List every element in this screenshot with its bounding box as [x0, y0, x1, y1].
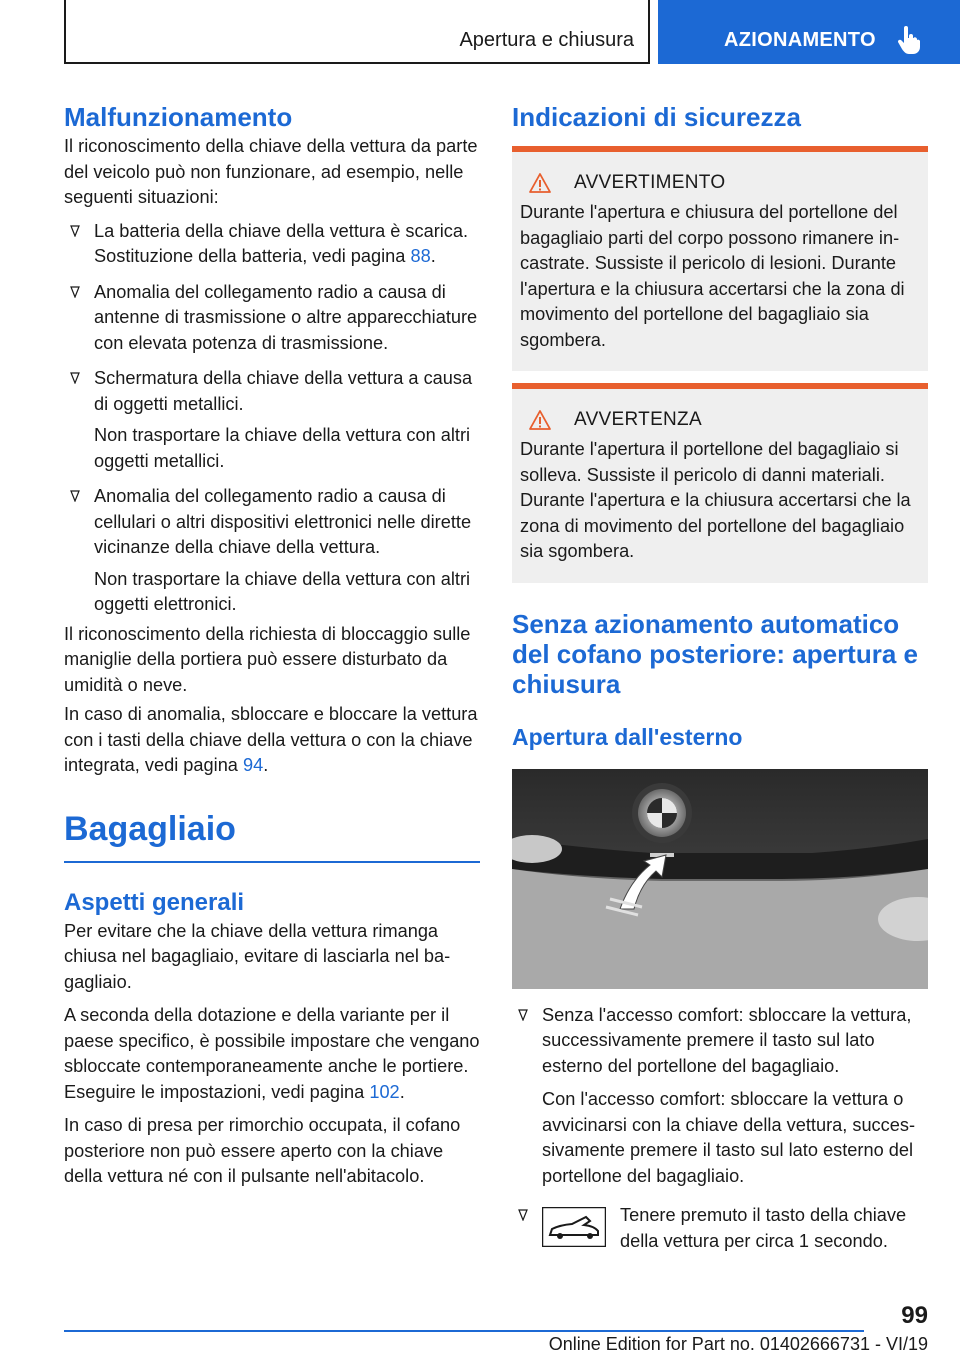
warning-text-1: Durante l'apertura e chiusura del portellone del bagagliaio parti del corpo possono rimanere incastrate. Sussiste il pericolo di lesioni. Durante l'apertura e la chiusura accertarsi che la zona di movimento del portellone del bagagliaio sia sgombera.: [520, 202, 905, 350]
trunk-photo-illustration: [512, 769, 928, 989]
list-item-note: Con l'accesso comfort: sbloccare la vettura o avvicinarsi con la chiave della vettura, successivamente premere il tasto sul lato esterno del portellone del bagagliaio.: [542, 1089, 916, 1186]
header-section-title: Apertura e chiusura: [459, 29, 634, 51]
list-triangle-icon: [518, 1209, 528, 1221]
list-item-text: Anomalia del collegamento radio a causa di antenne di trasmissione o altre apparecchiature con elevata potenza di trasmissione.: [94, 281, 478, 353]
malfunction-paragraph-3: In caso di anomalia, sbloccare e bloccare la vettura con i tasti della chiave della vettura o con la chiave integrata, vedi pagina 94.: [64, 704, 478, 775]
header-section-box: [64, 0, 650, 64]
general-heading: Aspetti generali: [64, 888, 245, 916]
footer-edition: Online Edition for Part no. 01402666731 - VI/19: [548, 1334, 928, 1354]
malfunction-list: [64, 219, 480, 618]
list-item: [64, 366, 480, 474]
list-item-text: La batteria della chiave della vettura è scarica. Sostituzione della batteria, vedi pagina: [94, 220, 469, 266]
list-item: [512, 1203, 928, 1260]
warning-box-2: [512, 383, 928, 583]
warning-box-1: [512, 146, 928, 371]
outside-opening-heading: Apertura dall'esterno: [512, 723, 743, 750]
page-link-102[interactable]: 102: [369, 1081, 400, 1102]
general-paragraph-2: A seconda della dotazione e della variante per il paese specifico, è possibile impostare che vengano sbloccate contemporaneamente anche le portiere. Eseguire le impostazioni, vedi pagina 102.: [64, 1005, 480, 1102]
list-item-note: Non trasportare la chiave della vettura con altri oggetti metallici.: [94, 425, 471, 471]
chapter-heading-bagagliaio: Bagagliaio: [64, 807, 480, 863]
warning-title-2: AVVERTENZA: [574, 409, 702, 430]
warning-text-2: Durante l'apertura il portellone del bagagliaio si solleva. Sussiste il pericolo di danni materiali. Durante l'apertura e la chiusura accertarsi che la zona di movimento del portellone del bagagliaio sia sgombera.: [520, 439, 911, 561]
page-link-94[interactable]: 94: [242, 755, 264, 775]
list-item-note: Non trasportare la chiave della vettura con altri oggetti elettronici.: [94, 568, 471, 614]
opening-list: [512, 1003, 928, 1261]
car-trunk-key-icon: [542, 1207, 606, 1247]
list-item-text: Schermatura della chiave della vettura a causa di oggetti metallici.: [94, 368, 473, 414]
list-item: La batteria della chiave della vettura è scarica. Sostituzione della batteria, vedi pagina 88.: [64, 219, 480, 270]
list-item: [64, 484, 480, 618]
list-triangle-icon: [518, 1009, 528, 1021]
list-item-text: Anomalia del collegamento radio a causa di cellulari o altri dispositivi elettronici nelle dirette vicinanze della chiave della vettura.: [94, 486, 472, 557]
list-item-text: Tenere premuto il tasto della chiave della vettura per circa 1 secondo.: [620, 1205, 907, 1251]
list-item: [512, 1003, 928, 1190]
general-paragraph-3: In caso di presa per rimorchio occupata, il cofano posteriore non può essere aperto con la chiave della vettura né con il pulsante nell'abitacolo.: [64, 1115, 461, 1186]
list-triangle-icon: [70, 225, 80, 237]
warning-triangle-icon: [528, 409, 552, 431]
list-triangle-icon: [70, 372, 80, 384]
general-paragraph-1: Per evitare che la chiave della vettura rimanga chiusa nel bagagliaio, evitare di lasciarla nel bagagliaio.: [64, 920, 451, 992]
malfunction-heading: Malfunzionamento: [64, 102, 293, 132]
list-triangle-icon: [70, 490, 80, 502]
header-chapter-tab: [658, 0, 960, 64]
malfunction-intro: Il riconoscimento della chiave della vettura da parte del veicolo può non funzionare, ad esempio, nelle seguenti situazioni:: [64, 136, 478, 207]
right-column: [512, 100, 928, 1270]
malfunction-paragraph-2: Il riconoscimento della richiesta di bloccaggio sulle maniglie della portiera può essere disturbato da umidità o neve.: [64, 623, 471, 695]
list-triangle-icon: [70, 286, 80, 298]
pointing-hand-icon: [898, 26, 920, 54]
manual-operation-heading: Senza azionamento automatico del cofano posteriore: apertura e chiusura: [512, 608, 918, 699]
footer-divider: [64, 1330, 864, 1332]
warning-triangle-icon: [528, 172, 552, 194]
list-item: [64, 280, 480, 357]
trunk-button-photo: [512, 769, 928, 989]
left-column: [64, 100, 480, 1194]
page-number: 99: [901, 1302, 928, 1329]
page-link-88[interactable]: 88: [410, 246, 431, 266]
list-item-text: Senza l'accesso comfort: sbloccare la vettura, successivamente premere il tasto sul lato esterno del portellone del bagagliaio.: [542, 1004, 912, 1076]
warning-title-1: AVVERTIMENTO: [574, 172, 726, 193]
safety-heading: Indicazioni di sicurezza: [512, 102, 801, 132]
header-chapter-title: AZIONAMENTO: [724, 29, 876, 51]
